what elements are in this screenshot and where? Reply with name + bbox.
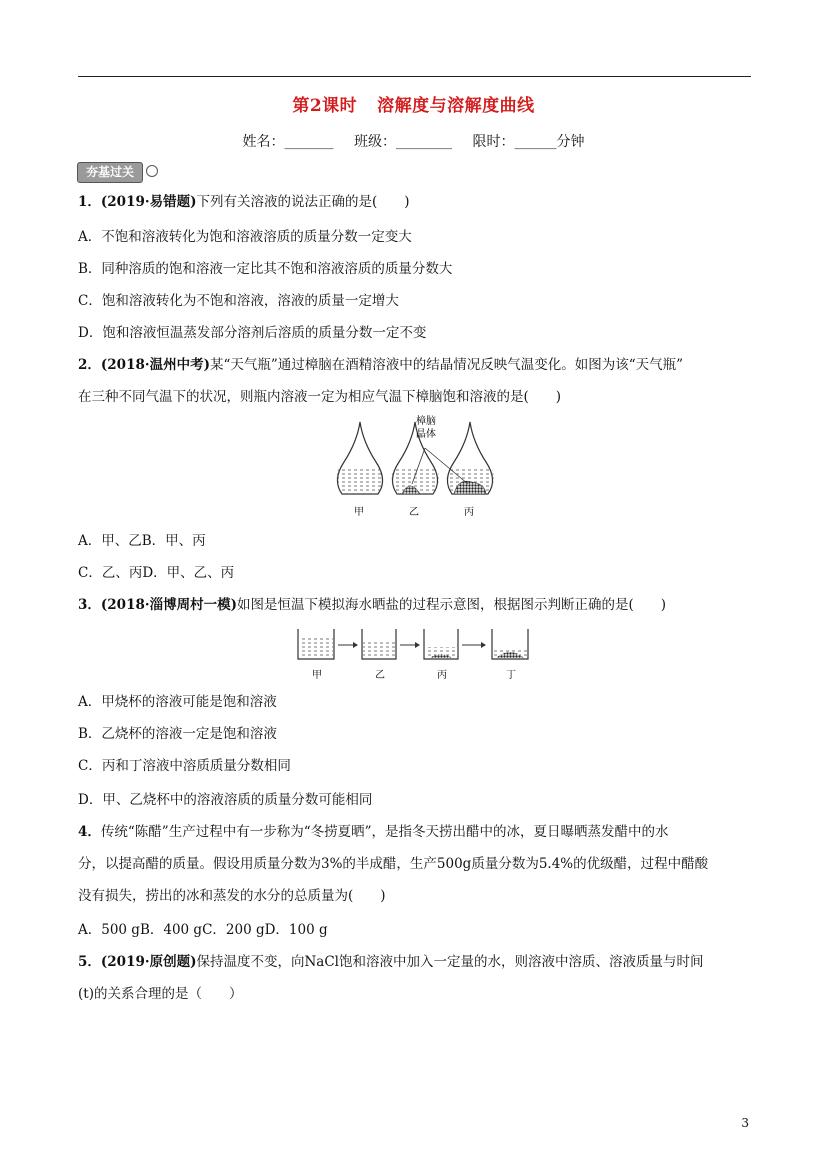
- label-bing: 丙: [464, 507, 474, 518]
- beaker-yi: [362, 629, 396, 659]
- question-3-option-a[interactable]: A．甲烧杯的溶液可能是饱和溶液: [78, 694, 277, 710]
- bottle-bing: [447, 422, 494, 494]
- question-2-stem-line1: 2．(2018·温州中考)某“天气瓶”通过樟脑在酒精溶液中的结晶情况反映气温变化。如图为该“天气瓶”: [78, 357, 684, 373]
- question-1-option-c[interactable]: C．饱和溶液转化为不饱和溶液，溶液的质量一定增大: [78, 293, 399, 309]
- question-4-line2: 分，以提高醋的质量。假设用质量分数为3%的半成醋，生产500g质量分数为5.4%的优级醋，过程中醋酸: [78, 856, 709, 872]
- question-4-option-a[interactable]: A．500 g: [78, 922, 140, 938]
- label-camphor: 樟脑: [416, 416, 436, 427]
- bottle-jia: [337, 422, 384, 494]
- header-rule: [78, 76, 751, 77]
- time-field[interactable]: 限时：______分钟: [472, 134, 585, 150]
- student-info: [0, 131, 827, 151]
- question-1-option-a[interactable]: A．不饱和溶液转化为饱和溶液溶质的质量分数一定变大: [78, 229, 412, 245]
- label-jia: 甲: [354, 507, 364, 518]
- question-1-stem: 1．(2019·易错题)下列有关溶液的说法正确的是( ): [78, 194, 410, 210]
- badge-circle-icon: [146, 165, 158, 177]
- beaker-bing: [424, 629, 458, 659]
- question-3-option-b[interactable]: B．乙烧杯的溶液一定是饱和溶液: [78, 726, 277, 742]
- question-4-option-c[interactable]: C．200 g: [202, 922, 265, 938]
- lesson-label: 第2课时: [292, 96, 358, 116]
- question-2-stem-line2: 在三种不同气温下的状况，则瓶内溶液一定为相应气温下樟脑饱和溶液的是( ): [78, 389, 562, 405]
- question-3-option-d[interactable]: D．甲、乙烧杯中的溶液溶质的质量分数可能相同: [78, 792, 373, 808]
- label-jia: 甲: [312, 670, 322, 681]
- label-yi: 乙: [409, 507, 419, 518]
- question-4-line1: 4．传统“陈醋”生产过程中有一步称为“冬捞夏晒”，是指冬天捞出醋中的冰，夏日曝晒蒸发醋中的水: [78, 824, 669, 840]
- section-badge: 夯基过关: [77, 162, 143, 183]
- class-field[interactable]: 班级：________: [354, 134, 452, 150]
- question-4-line3: 没有损失，捞出的冰和蒸发的水分的总质量为( ): [78, 888, 386, 904]
- question-4-options: [78, 920, 328, 940]
- question-1-option-d[interactable]: D．饱和溶液恒温蒸发部分溶剂后溶质的质量分数一定不变: [78, 325, 427, 341]
- question-2-option-c[interactable]: C．乙、丙: [78, 565, 143, 581]
- question-2-option-b[interactable]: B．甲、丙: [141, 533, 206, 549]
- question-1-option-b[interactable]: B．同种溶质的饱和溶液一定比其不饱和溶液溶质的质量分数大: [78, 261, 453, 277]
- question-2-option-d[interactable]: D．甲、乙、丙: [142, 565, 235, 581]
- label-ding: 丁: [506, 670, 516, 681]
- page-title: [0, 91, 827, 116]
- name-field[interactable]: 姓名：_______: [242, 134, 334, 150]
- question-4-option-b[interactable]: B．400 g: [139, 922, 203, 938]
- question-2-options-row1: [78, 531, 206, 551]
- label-yi: 乙: [375, 670, 385, 681]
- beaker-jia: [298, 629, 334, 659]
- question-3-option-c[interactable]: C．丙和丁溶液中溶质质量分数相同: [78, 758, 291, 774]
- question-5-stem-line2: (t)的关系合理的是（ ）: [78, 986, 243, 1002]
- label-crystal: 晶体: [416, 429, 436, 440]
- question-2-options-row2: [78, 563, 234, 583]
- weather-bottle-figure: [330, 412, 500, 522]
- beaker-ding: [492, 629, 528, 659]
- question-4-option-d[interactable]: D．100 g: [264, 922, 328, 938]
- topic-label: 溶解度与溶解度曲线: [377, 96, 535, 116]
- question-3-stem: 3．(2018·淄博周村一模)如图是恒温下模拟海水晒盐的过程示意图，根据图示判断正确的是( ): [78, 597, 667, 613]
- sea-salt-figure: [296, 625, 536, 683]
- question-2-option-a[interactable]: A．甲、乙: [78, 533, 142, 549]
- page-number: 3: [741, 1116, 749, 1130]
- label-bing: 丙: [437, 670, 447, 681]
- question-5-stem-line1: 5．(2019·原创题)保持温度不变，向NaCl饱和溶液中加入一定量的水，则溶液中溶质、溶液质量与时间: [78, 954, 704, 970]
